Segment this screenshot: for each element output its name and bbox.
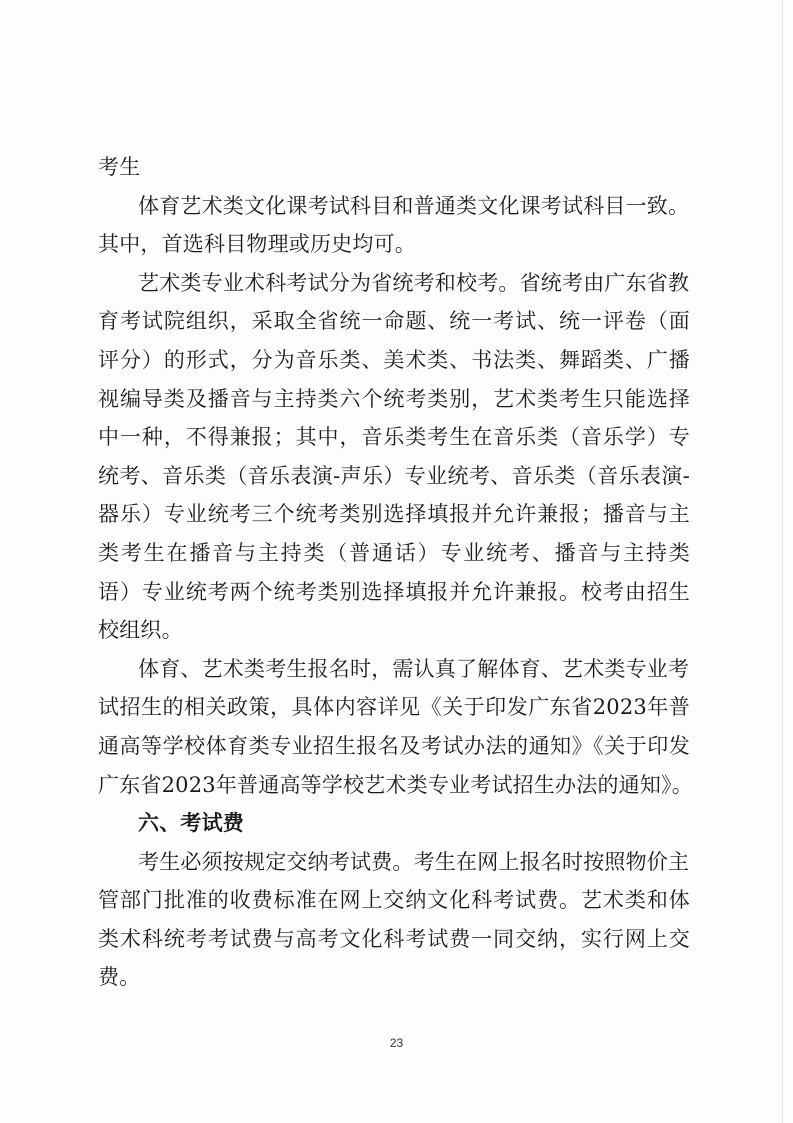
paragraph-line: 类术科统考考试费与高考文化科考试费一同交纳，实行网上交 bbox=[98, 926, 690, 951]
paragraph-line: 艺术类专业术科考试分为省统考和校考。省统考由广东省教 bbox=[138, 270, 690, 295]
document-body bbox=[98, 148, 693, 997]
paragraph-line: 器乐）专业统考三个统考类别选择填报并允许兼报；播音与主 bbox=[98, 502, 690, 527]
paragraph-line: 类考生在播音与主持类（普通话）专业统考、播音与主持类 bbox=[98, 540, 690, 565]
paragraph-line: 费。 bbox=[98, 965, 141, 990]
paragraph-line: 育考试院组织，采取全省统一命题、统一考试、统一评卷（面 bbox=[98, 309, 690, 334]
paragraph-line: 体育、艺术类考生报名时，需认真了解体育、艺术类专业考 bbox=[138, 656, 690, 681]
paragraph-line: 统考、音乐类（音乐表演-声乐）专业统考、音乐类（音乐表演- bbox=[98, 463, 690, 488]
paragraph-line: 考生必须按规定交纳考试费。考生在网上报名时按照物价主 bbox=[138, 849, 690, 874]
page-number: 23 bbox=[389, 1036, 404, 1050]
paragraph-line: 中一种，不得兼报；其中，音乐类考生在音乐类（音乐学）专 bbox=[98, 425, 690, 450]
paragraph-line: 管部门批准的收费标准在网上交纳文化科考试费。艺术类和体 bbox=[98, 888, 690, 913]
paragraph-line: 通高等学校体育类专业招生报名及考试办法的通知》《关于印发 bbox=[98, 733, 690, 758]
paragraph-line: 评分）的形式，分为音乐类、美术类、书法类、舞蹈类、广播 bbox=[98, 347, 690, 372]
paragraph-line: 语）专业统考两个统考类别选择填报并允许兼报。校考由招生 bbox=[98, 579, 690, 604]
paragraph-line: 其中，首选科目物理或历史均可。 bbox=[98, 232, 416, 257]
paragraph-line: 校组织。 bbox=[98, 618, 183, 643]
paragraph-line: 广东省2023年普通高等学校艺术类专业考试招生办法的通知》。 bbox=[98, 772, 693, 797]
page-edge bbox=[782, 0, 783, 1123]
paragraph-line: 考生 bbox=[98, 155, 141, 179]
paragraph-line: 体育艺术类文化课考试科目和普通类文化课考试科目一致。 bbox=[138, 193, 690, 218]
paragraph-line: 视编导类及播音与主持类六个统考类别，艺术类考生只能选择 bbox=[98, 386, 690, 411]
section-heading: 六、考试费 bbox=[138, 811, 244, 836]
paragraph-line: 试招生的相关政策，具体内容详见《关于印发广东省2023年普 bbox=[98, 695, 690, 720]
